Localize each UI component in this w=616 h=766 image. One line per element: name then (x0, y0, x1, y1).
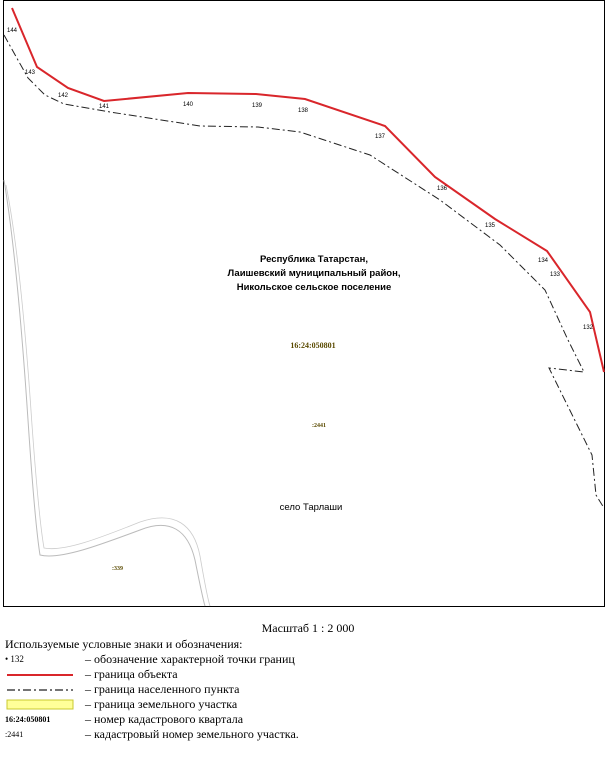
point-label-136: 136 (437, 186, 448, 192)
region-label-line-2: Лаишевский муниципальный район, (227, 268, 401, 279)
legend-dash-dot-symbol (5, 682, 85, 697)
point-label-132: 132 (583, 325, 594, 331)
region-label-line-3: Никольское сельское поселение (236, 282, 392, 293)
point-label-134: 134 (538, 258, 549, 264)
scale-label: Масштаб 1 : 2 000 (261, 621, 355, 635)
point-label-137: 137 (375, 134, 386, 140)
region-label-line-1: Республика Татарстан, (260, 254, 368, 265)
village-label: село Тарлаши (279, 502, 343, 513)
map-frame (4, 1, 605, 607)
cadastral-quarter-label: 16:24:050801 (290, 341, 336, 350)
legend-item-quarter-number (5, 712, 605, 727)
legend-title: Используемые условные знаки и обозначения: (5, 637, 243, 651)
legend-parcel-number-text: – кадастровый номер земельного участка. (85, 727, 299, 741)
point-label-140: 140 (183, 102, 194, 108)
legend-item-point (5, 652, 605, 667)
legend-yellow-box-symbol (5, 697, 85, 712)
point-label-133: 133 (550, 272, 561, 278)
legend-item-parcel-number (5, 727, 605, 742)
parcel-outline-inner (6, 185, 210, 606)
legend-quarter-symbol: 16:24:050801 (5, 715, 51, 724)
parcel-outline (4, 180, 205, 606)
object-boundary (12, 8, 604, 372)
legend-item-object-boundary (5, 667, 605, 682)
legend-parcel-boundary-text: – граница земельного участка (85, 697, 238, 711)
point-label-139: 139 (252, 103, 263, 109)
point-label-138: 138 (298, 108, 309, 114)
parcel-number-main: :2441 (312, 423, 326, 429)
parcel-number-other: :339 (112, 566, 123, 572)
point-label-142: 142 (58, 93, 69, 99)
legend-item-settlement-boundary (5, 682, 605, 697)
legend-parcel-symbol: :2441 (5, 730, 24, 739)
legend-point-symbol: • 132 (5, 654, 24, 664)
point-label-143: 143 (25, 70, 36, 76)
point-label-141: 141 (99, 104, 110, 110)
legend (5, 637, 605, 742)
legend-settlement-boundary-text: – граница населенного пункта (85, 682, 240, 696)
legend-point-text: – обозначение характерной точки границ (85, 652, 295, 666)
legend-item-parcel-boundary (5, 697, 605, 712)
legend-red-line-symbol (5, 667, 85, 682)
point-label-135: 135 (485, 223, 496, 229)
point-label-144: 144 (7, 28, 18, 34)
legend-object-boundary-text: – граница объекта (85, 667, 178, 681)
legend-quarter-number-text: – номер кадастрового квартала (85, 712, 244, 726)
